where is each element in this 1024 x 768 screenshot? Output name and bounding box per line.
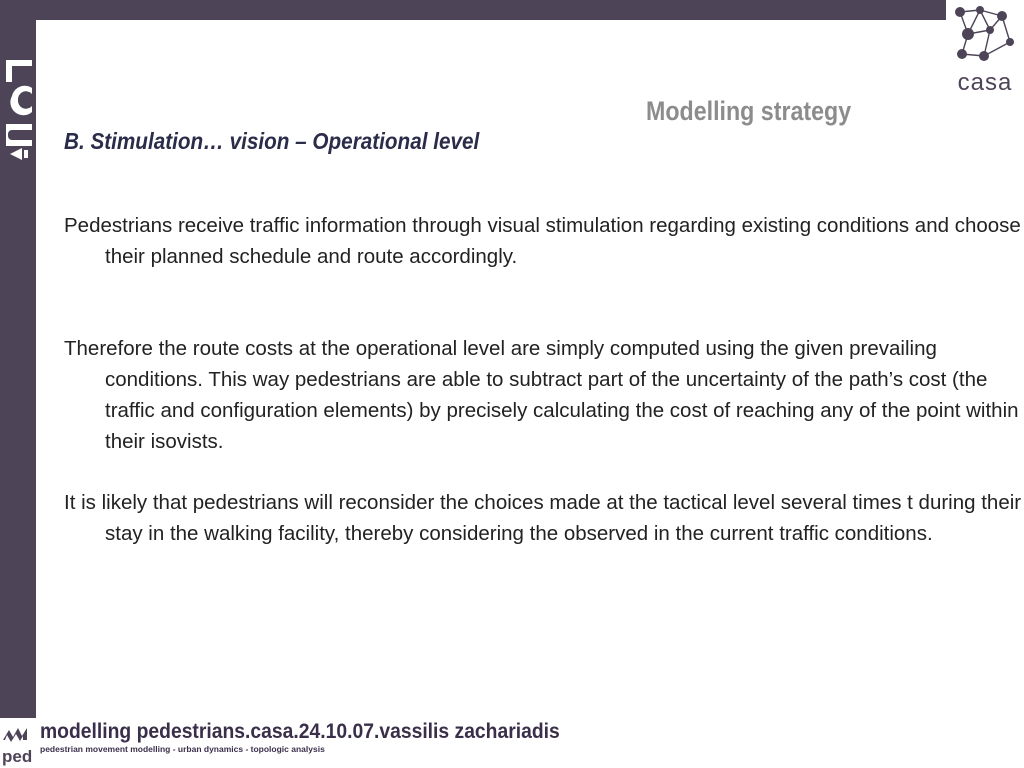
footer-subtitle: pedestrian movement modelling - urban dynamics - topologic analysis <box>40 744 325 754</box>
section-heading: B. Stimulation… vision – Operational level <box>64 128 480 154</box>
svg-text:ped: ped <box>2 747 33 766</box>
slide-title: Modelling strategy <box>646 96 852 126</box>
casa-logo <box>946 0 1024 96</box>
svg-text:casa: casa <box>957 69 1013 96</box>
body-paragraph: Therefore the route costs at the operational level are simply computed using the given prevailing conditions. This way pedestrians are able to subtract part of the uncertainty of the path’s cost (the traffic and configuration elements) by precisely calculating the cost of reaching any of the point within their isovists. <box>64 337 1019 453</box>
top-banner-bar <box>0 0 946 20</box>
ucl-logo <box>2 58 36 168</box>
body-paragraph: It is likely that pedestrians will reconsider the choices made at the tactical level several times t during their stay in the walking facility, thereby considering the observed in the current traffic conditions. <box>64 491 1022 545</box>
body-paragraph: Pedestrians receive traffic information through visual stimulation regarding existing conditions and choose their planned schedule and route accordingly. <box>64 214 1021 268</box>
mped-logo <box>0 718 40 768</box>
footer-title: modelling pedestrians.casa.24.10.07.vassilis zachariadis <box>40 720 560 743</box>
